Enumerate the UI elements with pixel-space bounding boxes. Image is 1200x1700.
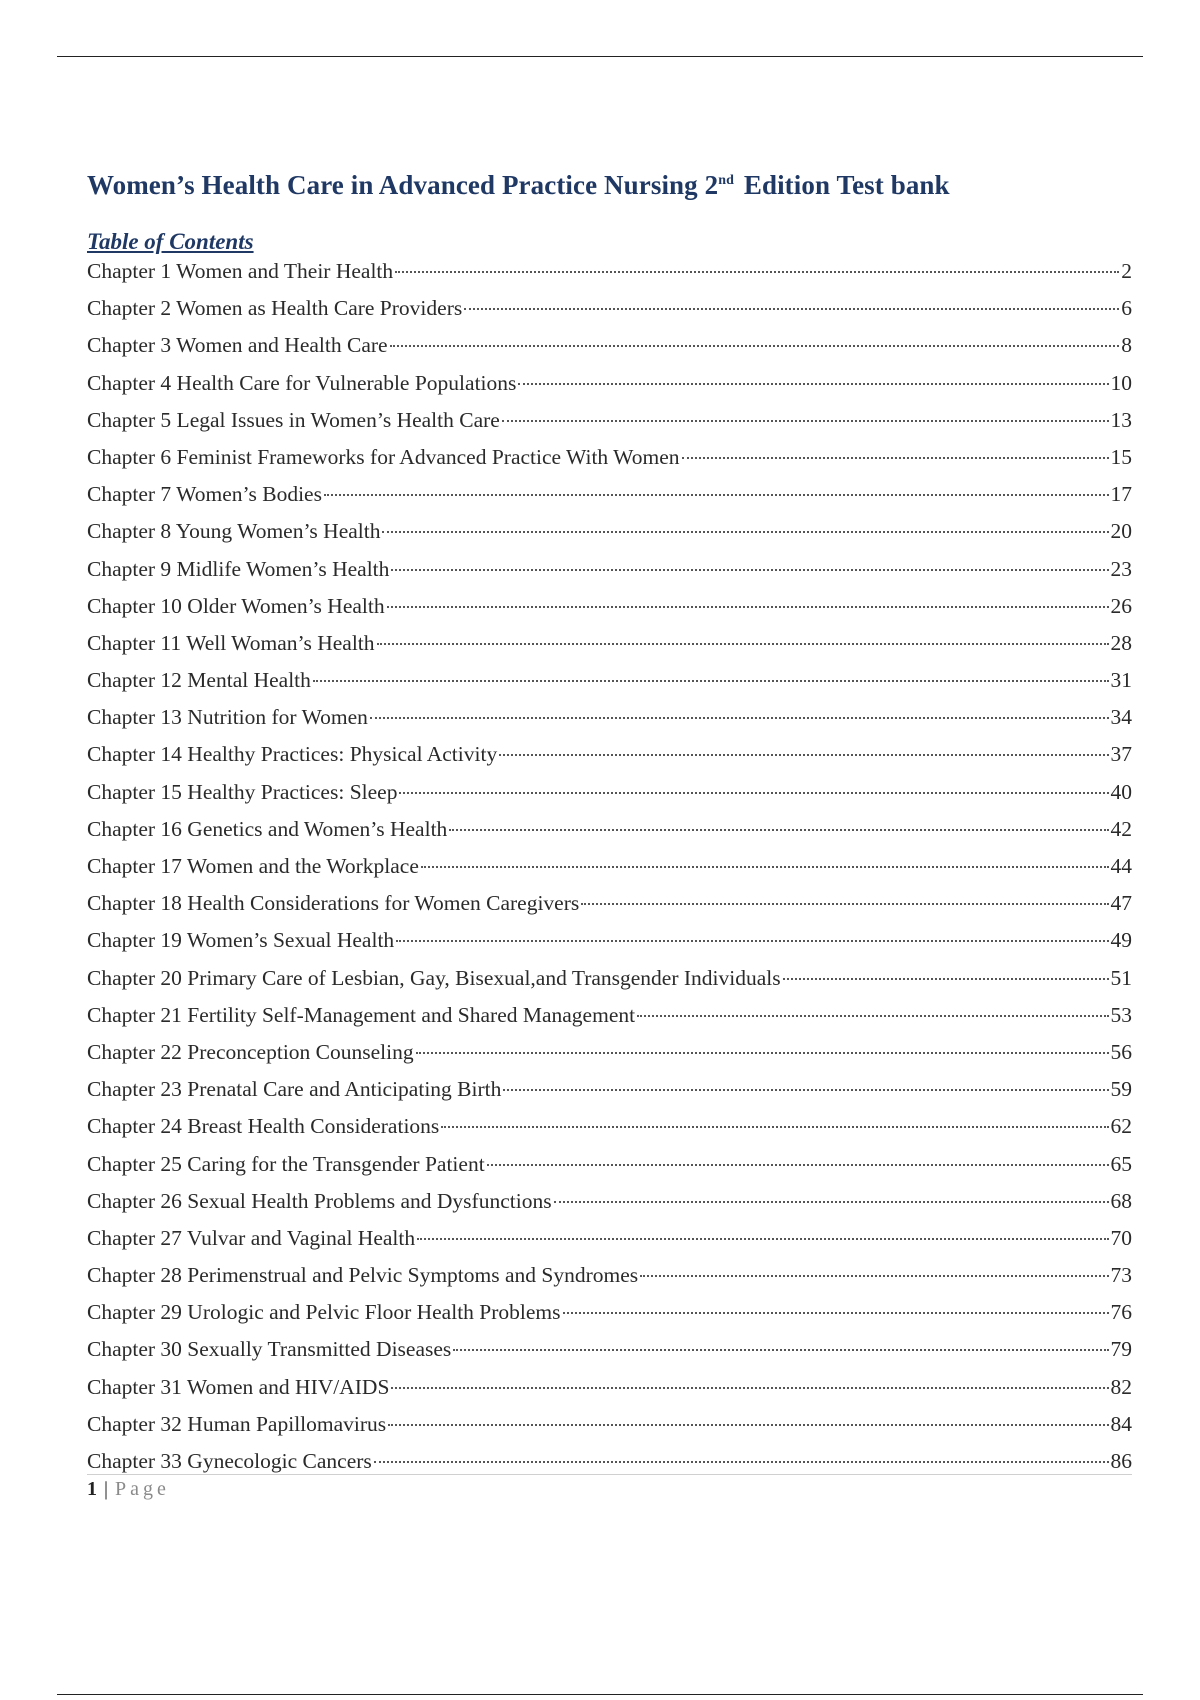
toc-entry-title: Chapter 12 Mental Health [87, 668, 311, 693]
toc-entry-page: 79 [1110, 1337, 1132, 1362]
toc-entry-title: Chapter 33 Gynecologic Cancers [87, 1449, 372, 1473]
toc-entry[interactable] [87, 817, 1132, 854]
dot-leader [370, 717, 1109, 719]
dot-leader [464, 308, 1119, 310]
toc-entry-page: 73 [1110, 1263, 1132, 1288]
toc-entry-page: 20 [1110, 519, 1132, 544]
toc-entry-title: Chapter 10 Older Women’s Health [87, 593, 385, 618]
toc-entry-page: 40 [1110, 779, 1132, 804]
page-footer [87, 1478, 170, 1501]
toc-entry-title: Chapter 17 Women and the Workplace [87, 854, 419, 878]
toc-entry-title: Chapter 28 Perimenstrual and Pelvic Symptoms and Syndromes [87, 1263, 639, 1288]
toc-entry-title: Chapter 9 Midlife Women’s Health [87, 556, 390, 581]
title-rest: Edition Test bank [743, 170, 950, 200]
document-title [87, 170, 950, 201]
toc-entry[interactable] [87, 1114, 1132, 1151]
toc-entry[interactable] [87, 1077, 1132, 1114]
toc-entry[interactable] [87, 1449, 1132, 1486]
toc-entry-page: 17 [1110, 482, 1132, 507]
toc-entry-title: Chapter 2 Women as Health Care Providers [87, 296, 463, 321]
toc-entry-page: 2 [1121, 259, 1132, 283]
toc-entry-page: 84 [1110, 1411, 1132, 1436]
dot-leader [395, 271, 1119, 273]
toc-entry-title: Chapter 3 Women and Health Care [87, 333, 388, 358]
toc-entry-title: Chapter 13 Nutrition for Women [87, 705, 368, 730]
toc-entry-title: Chapter 25 Caring for the Transgender Patient [87, 1151, 485, 1176]
toc-entry-title: Chapter 14 Healthy Practices: Physical Activity [87, 742, 498, 767]
toc-entry[interactable] [87, 1152, 1132, 1189]
dot-leader [391, 569, 1108, 571]
toc-entry-page: 23 [1110, 556, 1132, 581]
toc-entry[interactable] [87, 259, 1132, 296]
dot-leader [503, 1089, 1108, 1091]
toc-entry-page: 82 [1110, 1374, 1132, 1399]
title-main: Women’s Health Care in Advanced Practice Nursing 2 [87, 170, 719, 200]
toc-entry-page: 31 [1110, 668, 1132, 693]
toc-entry[interactable] [87, 631, 1132, 668]
dot-leader [416, 1052, 1109, 1054]
dot-leader [453, 1349, 1108, 1351]
toc-entry[interactable] [87, 557, 1132, 594]
toc-entry-title: Chapter 19 Women’s Sexual Health [87, 928, 395, 953]
toc-entry[interactable] [87, 371, 1132, 408]
dot-leader [783, 978, 1109, 980]
title-superscript: nd [718, 173, 734, 188]
toc-entry-page: 8 [1121, 333, 1132, 358]
page-number: 1 [87, 1478, 97, 1500]
dot-leader [554, 1201, 1109, 1203]
footer-divider [87, 1474, 1132, 1475]
toc-entry-page: 37 [1110, 742, 1132, 767]
dot-leader [640, 1275, 1108, 1277]
toc-entry[interactable] [87, 1375, 1132, 1412]
toc-entry-title: Chapter 32 Human Papillomavirus [87, 1411, 387, 1436]
toc-entry[interactable] [87, 296, 1132, 333]
dot-leader [388, 1424, 1108, 1426]
toc-heading: Table of Contents [87, 229, 254, 254]
toc-entry[interactable] [87, 928, 1132, 965]
dot-leader [396, 940, 1108, 942]
toc-entry-page: 56 [1110, 1039, 1132, 1064]
toc-entry-title: Chapter 16 Genetics and Women’s Health [87, 816, 448, 841]
toc-entry[interactable] [87, 1412, 1132, 1449]
dot-leader [449, 829, 1108, 831]
dot-leader [682, 457, 1109, 459]
toc-entry[interactable] [87, 668, 1132, 705]
toc-entry-page: 26 [1110, 593, 1132, 618]
dot-leader [563, 1312, 1109, 1314]
toc-entry-title: Chapter 18 Health Considerations for Women Caregivers [87, 891, 580, 916]
dot-leader [313, 680, 1109, 682]
toc-entry-page: 62 [1110, 1114, 1132, 1139]
toc-entry-title: Chapter 8 Young Women’s Health [87, 519, 381, 544]
toc-entry-page: 68 [1110, 1188, 1132, 1213]
page-label: Page [115, 1478, 170, 1500]
toc-entry[interactable] [87, 482, 1132, 519]
toc-entry-title: Chapter 22 Preconception Counseling [87, 1039, 414, 1064]
toc-entry-page: 49 [1110, 928, 1132, 953]
dot-leader [637, 1015, 1108, 1017]
toc-entry[interactable] [87, 891, 1132, 928]
toc-entry[interactable] [87, 780, 1132, 817]
dot-leader [502, 420, 1109, 422]
toc-entry-title: Chapter 7 Women’s Bodies [87, 482, 322, 507]
toc-entry-title: Chapter 11 Well Woman’s Health [87, 630, 375, 655]
toc-entry-page: 13 [1110, 407, 1132, 432]
dot-leader [377, 643, 1109, 645]
toc-entry[interactable] [87, 966, 1132, 1003]
toc-entry[interactable] [87, 519, 1132, 556]
toc-entry-title: Chapter 31 Women and HIV/AIDS [87, 1374, 390, 1399]
toc-entry[interactable] [87, 705, 1132, 742]
toc-entry-title: Chapter 20 Primary Care of Lesbian, Gay, Bisexual,and Transgender Individuals [87, 965, 781, 990]
page-separator: | [104, 1478, 109, 1500]
toc-entry-page: 15 [1110, 444, 1132, 469]
toc-entry[interactable] [87, 1040, 1132, 1077]
toc-entry-page: 86 [1110, 1449, 1132, 1473]
dot-leader [382, 531, 1108, 533]
toc-entry-title: Chapter 1 Women and Their Health [87, 259, 394, 283]
toc-entry-title: Chapter 4 Health Care for Vulnerable Populations [87, 370, 517, 395]
toc-entry[interactable] [87, 1263, 1132, 1300]
toc-entry-title: Chapter 23 Prenatal Care and Anticipating Birth [87, 1077, 502, 1102]
toc-entry[interactable] [87, 742, 1132, 779]
toc-entry[interactable] [87, 1226, 1132, 1263]
dot-leader [390, 345, 1120, 347]
toc-entry-page: 34 [1110, 705, 1132, 730]
dot-leader [441, 1126, 1108, 1128]
toc-entry-title: Chapter 29 Urologic and Pelvic Floor Health Problems [87, 1300, 561, 1325]
toc-entry[interactable] [87, 408, 1132, 445]
toc-entry-page: 76 [1110, 1300, 1132, 1325]
toc-entry-page: 47 [1110, 891, 1132, 916]
toc-entry[interactable] [87, 1300, 1132, 1337]
bottom-rule [57, 1694, 1143, 1695]
toc-entry[interactable] [87, 1337, 1132, 1374]
dot-leader [387, 606, 1109, 608]
dot-leader [518, 383, 1108, 385]
toc-entry-title: Chapter 6 Feminist Frameworks for Advanced Practice With Women [87, 444, 680, 469]
toc-entry[interactable] [87, 333, 1132, 370]
toc-entry[interactable] [87, 594, 1132, 631]
toc-entry-title: Chapter 24 Breast Health Considerations [87, 1114, 440, 1139]
toc-entry-page: 6 [1121, 296, 1132, 321]
toc-entry-title: Chapter 26 Sexual Health Problems and Dysfunctions [87, 1188, 552, 1213]
toc-entry[interactable] [87, 1003, 1132, 1040]
dot-leader [324, 494, 1109, 496]
toc-entry-title: Chapter 30 Sexually Transmitted Diseases [87, 1337, 452, 1362]
toc-entry-page: 59 [1110, 1077, 1132, 1102]
toc-entry-title: Chapter 21 Fertility Self-Management and Shared Management [87, 1002, 636, 1027]
toc-entry[interactable] [87, 854, 1132, 891]
toc-entry-page: 44 [1110, 854, 1132, 878]
toc-entry-page: 70 [1110, 1225, 1132, 1250]
toc-entry-page: 65 [1110, 1151, 1132, 1176]
toc-entry-page: 28 [1110, 630, 1132, 655]
toc-entry-page: 42 [1110, 816, 1132, 841]
toc-entry-title: Chapter 27 Vulvar and Vaginal Health [87, 1225, 416, 1250]
dot-leader [499, 754, 1108, 756]
toc-entry-title: Chapter 5 Legal Issues in Women’s Health Care [87, 407, 500, 432]
dot-leader [374, 1461, 1109, 1463]
toc-entry-page: 10 [1110, 370, 1132, 395]
dot-leader [421, 866, 1109, 868]
dot-leader [391, 1387, 1108, 1389]
table-of-contents [87, 259, 1132, 1486]
toc-entry-page: 51 [1110, 965, 1132, 990]
toc-entry-title: Chapter 15 Healthy Practices: Sleep [87, 779, 398, 804]
toc-entry[interactable] [87, 445, 1132, 482]
toc-entry-page: 53 [1110, 1002, 1132, 1027]
dot-leader [399, 792, 1108, 794]
top-rule [57, 56, 1143, 57]
dot-leader [581, 903, 1108, 905]
dot-leader [417, 1238, 1108, 1240]
toc-entry[interactable] [87, 1189, 1132, 1226]
dot-leader [487, 1164, 1109, 1166]
